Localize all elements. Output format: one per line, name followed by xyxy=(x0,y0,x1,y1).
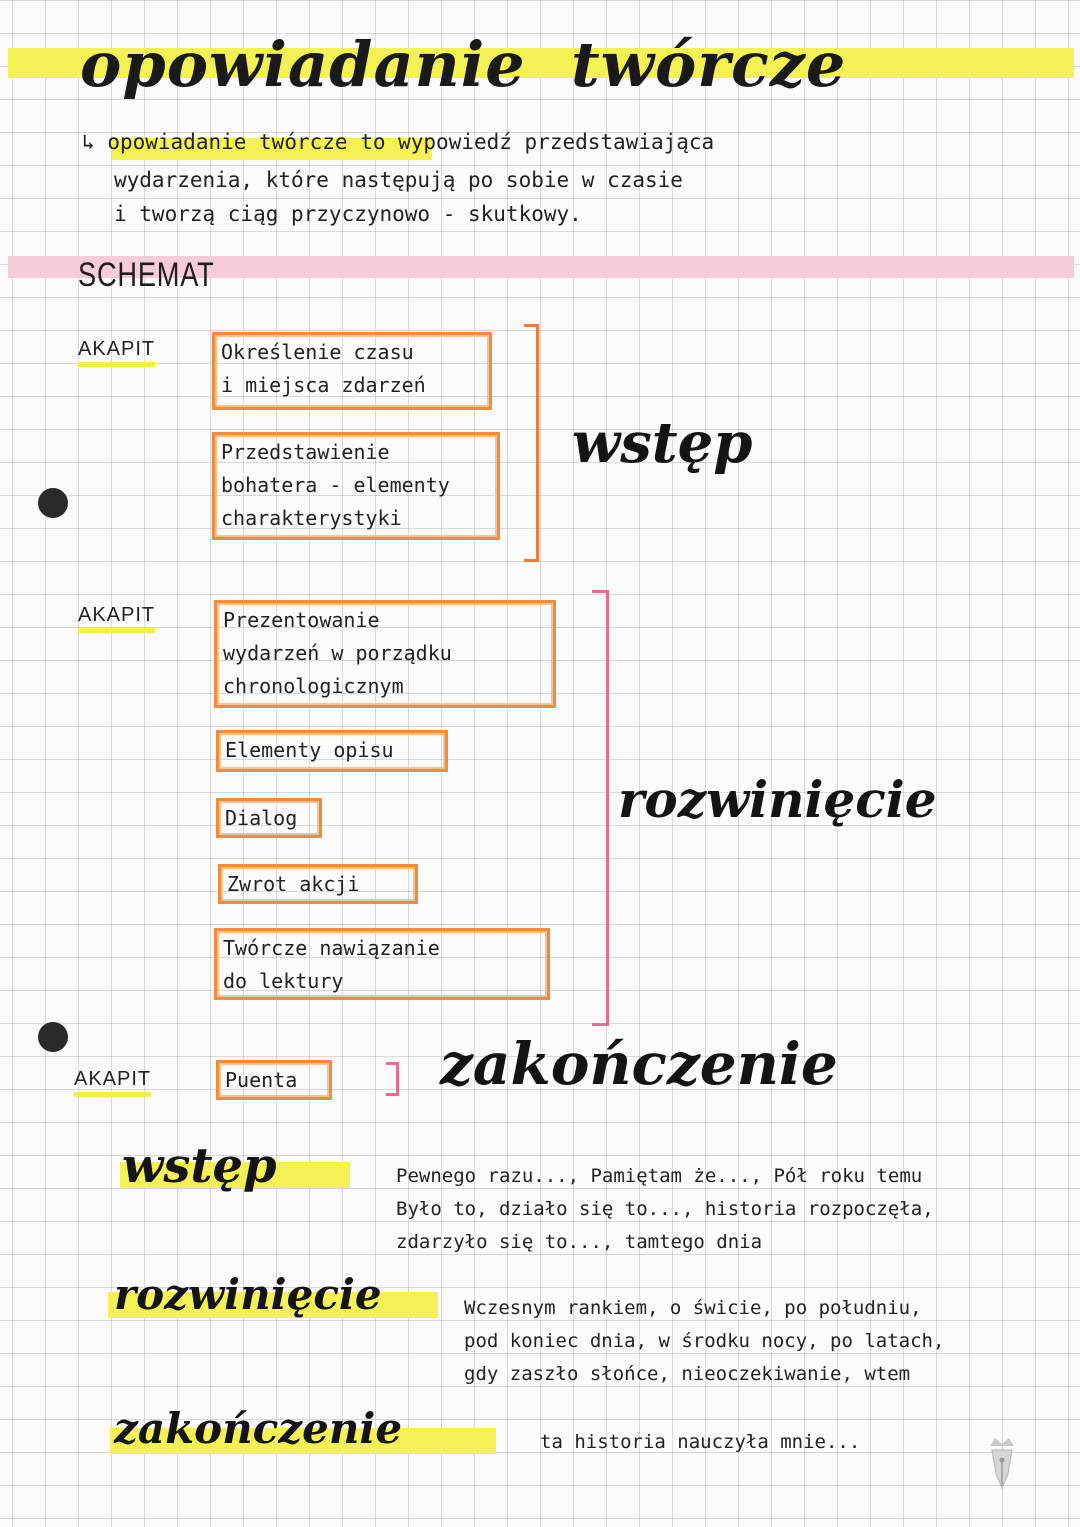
phrase-line: Wczesnym rankiem, o świcie, po południu, xyxy=(464,1297,922,1319)
definition-term: opowiadanie twórcze xyxy=(107,130,348,154)
phrase-line: Pewnego razu..., Pamiętam że..., Pół roku temu xyxy=(396,1165,923,1187)
arrow-icon: ↳ xyxy=(82,130,95,154)
schema-box: Przedstawienie bohatera - elementy charakterystyki xyxy=(212,432,500,540)
schema-box: Dialog xyxy=(216,798,322,838)
schema-box: Prezentowanie wydarzeń w porządku chronologicznym xyxy=(214,600,556,708)
schema-box: Twórcze nawiązanie do lektury xyxy=(214,928,550,1000)
schema-heading: SCHEMAT xyxy=(78,256,215,294)
paragraph-label: AKAPIT xyxy=(78,338,155,367)
phrase-heading: rozwinięcie xyxy=(114,1270,382,1319)
section-part-label: wstęp xyxy=(572,410,753,476)
phrase-block xyxy=(540,1426,860,1459)
phrase-heading: zakończenie xyxy=(114,1404,403,1453)
phrase-line: zdarzyło się to..., tamtego dnia xyxy=(396,1231,763,1253)
paragraph-label: AKAPIT xyxy=(78,604,155,633)
phrase-line: gdy zaszło słońce, nieoczekiwanie, wtem xyxy=(464,1363,911,1385)
schema-box: Puenta xyxy=(216,1060,332,1100)
phrase-block xyxy=(396,1160,934,1259)
schema-box: Elementy opisu xyxy=(216,730,448,772)
binder-hole xyxy=(38,1022,68,1052)
page-title: opowiadanie twórcze xyxy=(80,28,847,101)
definition-line-3: i tworzą ciąg przyczynowo - skutkowy. xyxy=(114,202,582,226)
phrase-line: Było to, działo się to..., historia rozpoczęła, xyxy=(396,1198,934,1220)
schema-box: Określenie czasu i miejsca zdarzeń xyxy=(212,332,492,410)
binder-hole xyxy=(38,488,68,518)
bracket-ending xyxy=(386,1062,399,1096)
bracket-development xyxy=(592,590,609,1026)
section-part-label: rozwinięcie xyxy=(618,770,937,829)
definition-line-2: wydarzenia, które następują po sobie w czasie xyxy=(114,168,683,192)
phrase-line: pod koniec dnia, w środku nocy, po latach, xyxy=(464,1330,945,1352)
phrase-line: ta historia nauczyła mnie... xyxy=(540,1431,861,1453)
phrase-block xyxy=(464,1292,944,1391)
bracket-intro xyxy=(524,324,539,562)
definition-line-1: ↳ opowiadanie twórcze to wypowiedź przedstawiająca xyxy=(82,130,715,154)
section-part-label: zakończenie xyxy=(440,1030,838,1098)
phrase-heading: wstęp xyxy=(122,1138,277,1194)
schema-box: Zwrot akcji xyxy=(218,864,418,904)
paragraph-label: AKAPIT xyxy=(74,1068,151,1097)
pen-nib-icon xyxy=(984,1436,1020,1492)
